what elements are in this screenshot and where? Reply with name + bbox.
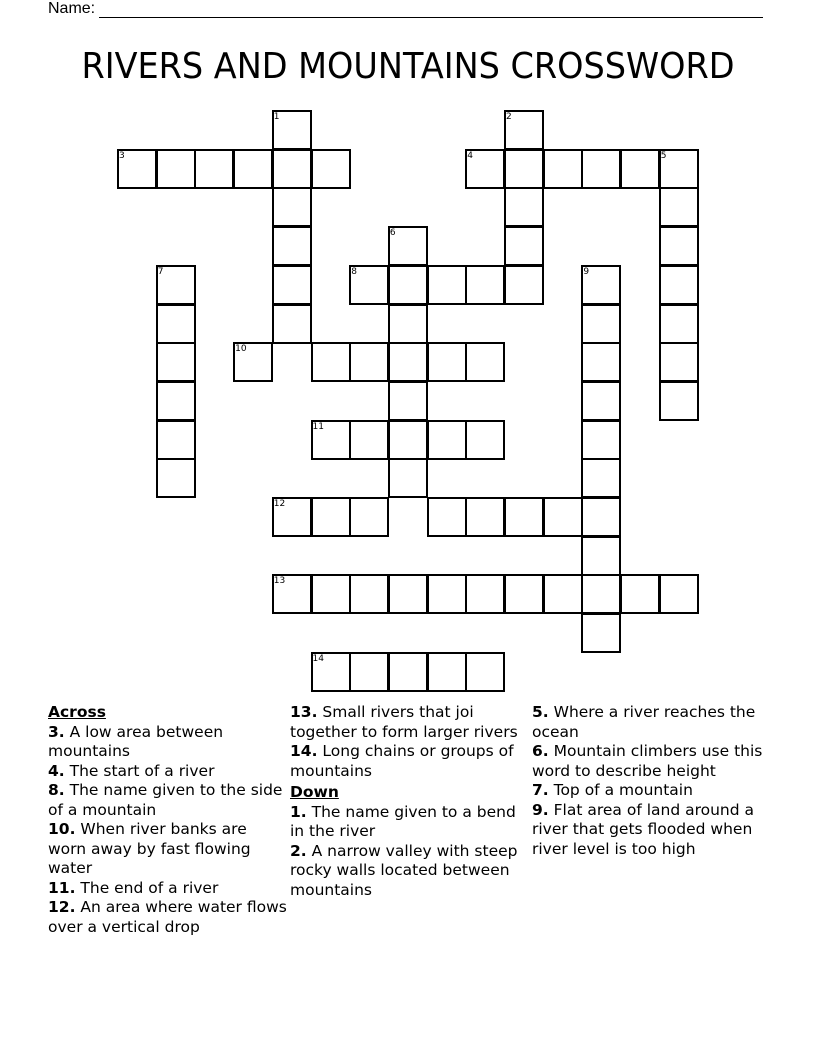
crossword-cell[interactable] [620,574,660,614]
crossword-cell[interactable] [388,652,428,692]
crossword-cell[interactable] [504,265,544,305]
crossword-cell[interactable] [272,304,312,344]
clue-item [532,801,764,860]
cell-number: 10 [235,344,247,355]
clue-text: A narrow valley with steep rocky walls located between mountains [290,841,518,899]
crossword-cell[interactable] [581,613,621,653]
clues-column-2 [290,703,522,900]
clue-text: The start of a river [64,761,215,780]
cell-number: 12 [273,499,286,509]
clue-item [48,781,288,820]
crossword-cell[interactable] [620,149,660,189]
crossword-cell[interactable] [311,574,351,614]
cell-number: 8 [351,266,357,277]
crossword-cell[interactable] [581,458,621,498]
clue-text: Small rivers that joi together to form larger rivers [290,703,518,741]
crossword-cell[interactable] [156,342,196,382]
clue-item [48,762,288,782]
crossword-cell[interactable] [659,149,699,189]
crossword-cell[interactable] [311,652,351,692]
crossword-cell[interactable] [659,381,699,421]
crossword-cell[interactable] [543,574,583,614]
crossword-cell[interactable] [311,497,351,537]
crossword-cell[interactable] [427,420,467,460]
cell-number: 3 [119,150,125,161]
crossword-cell[interactable] [504,187,544,227]
crossword-cell[interactable] [465,574,505,614]
cell-number: 14 [312,653,324,664]
clue-number: 4. [48,761,65,780]
clue-number: 8. [48,781,65,799]
crossword-cell[interactable] [156,420,196,460]
crossword-cell[interactable] [194,149,234,189]
crossword-cell[interactable] [272,265,312,305]
crossword-cell[interactable] [427,342,467,382]
clue-text: When river banks are worn away by fast flowing water [48,820,251,877]
crossword-cell[interactable] [272,187,312,227]
clue-text: The name given to a bend in the river [290,802,516,840]
crossword-cell[interactable] [388,226,428,266]
crossword-cell[interactable] [659,304,699,344]
crossword-cell[interactable] [156,381,196,421]
crossword-cell[interactable] [156,149,196,189]
clue-item [290,703,522,742]
clue-number: 7. [532,781,549,799]
clue-number: 9. [532,800,549,819]
crossword-cell[interactable] [349,265,389,305]
crossword-cell[interactable] [504,110,544,150]
crossword-cell[interactable] [581,265,621,305]
clues-column-3 [532,703,764,859]
crossword-cell[interactable] [427,574,467,614]
cell-number: 5 [660,150,667,161]
crossword-cell[interactable] [156,265,196,305]
crossword-cell[interactable] [543,149,583,189]
cell-number: 4 [467,150,474,161]
clue-number: 6. [532,742,549,760]
crossword-cell[interactable] [465,497,505,537]
clue-item [48,820,288,879]
crossword-cell[interactable] [543,497,583,537]
clue-text: An area where water flows over a vertical drop [48,898,287,936]
clue-item [48,879,288,899]
crossword-cell[interactable] [581,149,621,189]
crossword-cell[interactable] [581,342,621,382]
crossword-cell[interactable] [465,652,505,692]
crossword-cell[interactable] [581,536,621,576]
crossword-cell[interactable] [349,342,389,382]
crossword-cell[interactable] [272,497,312,537]
cell-number: 11 [312,421,324,432]
clue-text: Top of a mountain [548,781,693,799]
cell-number: 1 [273,112,280,122]
cell-number: 2 [506,112,512,122]
crossword-cell[interactable] [349,574,389,614]
crossword-cell[interactable] [349,497,389,537]
clue-text: Where a river reaches the ocean [532,703,756,741]
crossword-cell[interactable] [388,574,428,614]
clue-item [532,742,764,781]
crossword-cell[interactable] [504,574,544,614]
crossword-cell[interactable] [388,265,428,305]
cell-number: 7 [157,266,164,277]
crossword-cell[interactable] [272,226,312,266]
crossword-cell[interactable] [311,420,351,460]
crossword-cell[interactable] [581,381,621,421]
clue-item [532,781,764,801]
crossword-cell[interactable] [388,381,428,421]
crossword-cell[interactable] [581,304,621,344]
crossword-cell[interactable] [465,420,505,460]
clue-number: 14. [290,742,318,760]
clue-item [290,742,522,781]
crossword-cell[interactable] [581,497,621,537]
crossword-cell[interactable] [581,420,621,460]
crossword-cell[interactable] [311,342,351,382]
crossword-cell[interactable] [388,342,428,382]
clue-item [290,842,522,901]
across-heading: Across [48,703,106,721]
clue-item [290,803,522,842]
clue-item [48,723,288,762]
clue-number: 3. [48,722,65,741]
cell-number: 6 [389,228,396,239]
crossword-cell[interactable] [272,574,312,614]
clue-number: 12. [48,898,76,916]
crossword-cell[interactable] [388,304,428,344]
clue-text: Flat area of land around a river that gets flooded when river level is too high [532,800,755,858]
clue-text: Long chains or groups of mountains [290,742,514,780]
crossword-cell[interactable] [504,497,544,537]
crossword-cell[interactable] [659,226,699,266]
clue-number: 5. [532,703,549,721]
crossword-cell[interactable] [388,458,428,498]
clues-column-1 [48,703,288,937]
clue-text: The end of a river [75,878,219,897]
clue-number: 11. [48,878,76,897]
down-heading: Down [290,783,339,801]
crossword-cell[interactable] [659,187,699,227]
clue-text: The name given to the side of a mountain [48,781,283,819]
clue-number: 10. [48,820,76,838]
page-title: RIVERS AND MOUNTAINS CROSSWORD [81,46,735,87]
crossword-cell[interactable] [427,265,467,305]
clue-number: 1. [290,802,307,821]
crossword-cell[interactable] [504,226,544,266]
crossword-cell[interactable] [272,110,312,150]
crossword-cell[interactable] [465,265,505,305]
crossword-cell[interactable] [659,574,699,614]
clue-number: 2. [290,841,307,860]
crossword-cell[interactable] [156,458,196,498]
cell-number: 9 [583,266,590,277]
clue-text: A low area between mountains [48,722,224,760]
crossword-cell[interactable] [117,149,157,189]
crossword-cell[interactable] [504,149,544,189]
crossword-cell[interactable] [233,342,273,382]
crossword-cell[interactable] [272,149,312,189]
clue-item [48,898,288,937]
crossword-cell[interactable] [349,420,389,460]
crossword-cell[interactable] [659,265,699,305]
clue-number: 13. [290,703,318,721]
crossword-cell[interactable] [156,304,196,344]
crossword-cell[interactable] [349,652,389,692]
crossword-cell[interactable] [427,652,467,692]
clue-text: Mountain climbers use this word to describe height [532,742,763,780]
crossword-cell[interactable] [659,342,699,382]
name-label: Name: [48,0,96,17]
crossword-cell[interactable] [388,420,428,460]
crossword-cell[interactable] [465,149,505,189]
clue-item [532,703,764,742]
crossword-cell[interactable] [311,149,351,189]
crossword-cell[interactable] [233,149,273,189]
crossword-cell[interactable] [581,574,621,614]
crossword-cell[interactable] [427,497,467,537]
cell-number: 13 [273,576,286,587]
crossword-cell[interactable] [465,342,505,382]
